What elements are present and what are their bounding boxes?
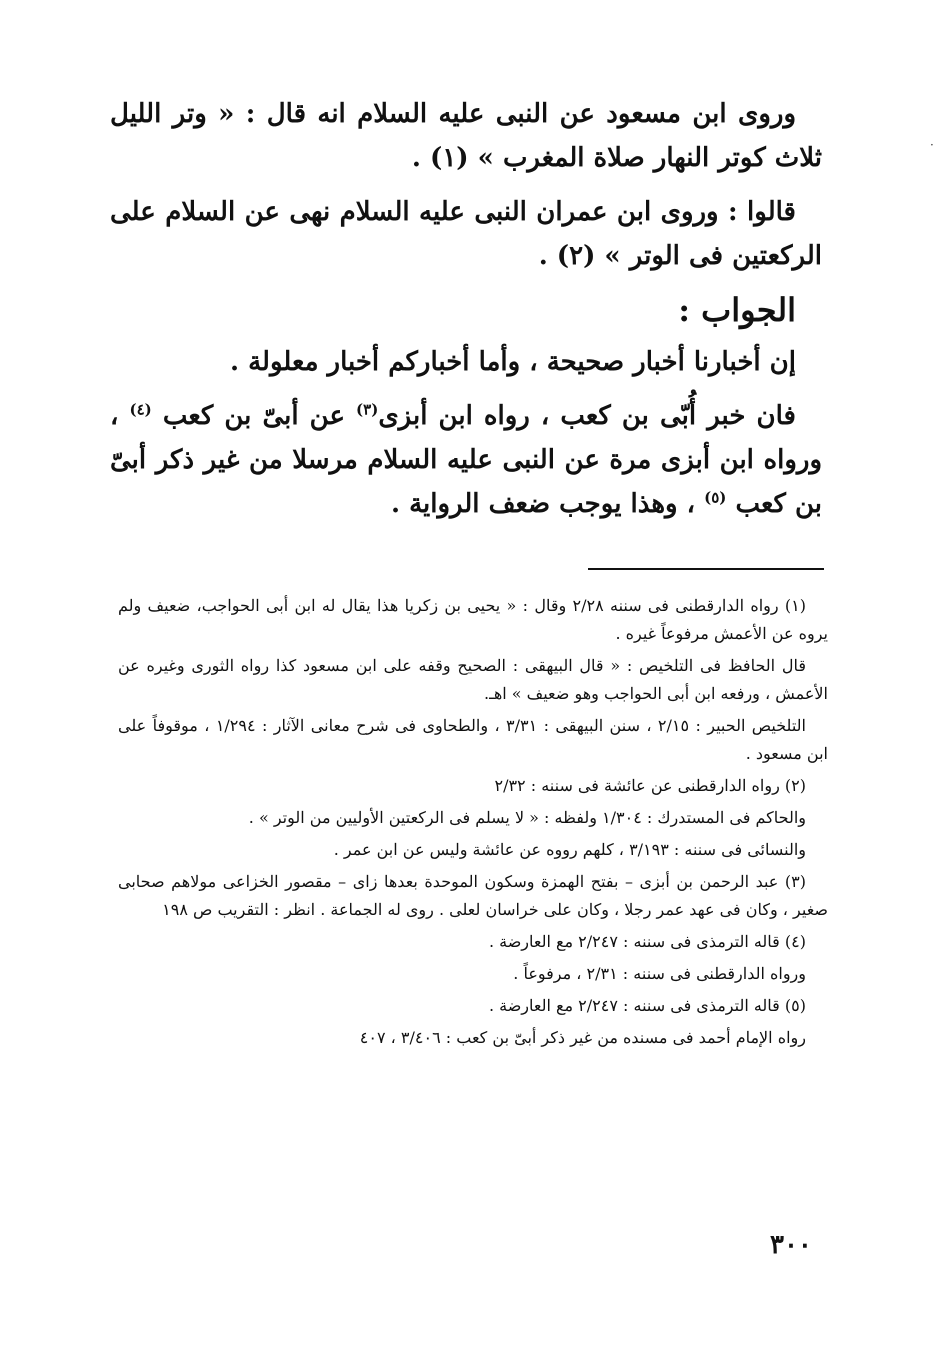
paragraph-4-text-c: ، ورواه ابن أبزى مرة عن النبى عليه السلام مرسلا من غير ذكر أبىّ بن كعب <box>110 401 822 519</box>
footnote-5: (٥) قاله الترمذى فى سننه : ٢/٢٤٧ مع العارضة . <box>488 996 806 1015</box>
page-number: ٣٠٠ <box>770 1230 812 1260</box>
footnote-ref-4: (٤) <box>129 400 152 419</box>
footnote-2: (٢) رواه الدارقطنى عن عائشة فى سننه : ٢/٣٢ <box>494 776 806 795</box>
scan-speck: · <box>930 138 934 152</box>
section-heading: الجواب : <box>678 291 796 329</box>
paragraph-1: وروى ابن مسعود عن النبى عليه السلام انه قال : « وتر الليل ثلاث كوتر النهار صلاة المغرب » (١) . <box>110 99 822 173</box>
main-text <box>110 92 822 536</box>
paragraph-4-text-a: فان خبر أُبّى بن كعب ، رواه ابن أبزى <box>378 401 796 431</box>
paragraph-4-text-b: عن أبىّ بن كعب <box>151 401 357 431</box>
footnotes <box>118 592 828 1056</box>
footnote-1-cont-a: قال الحافظ فى التلخيص : « قال البيهقى : الصحيح وقفه على ابن مسعود كذا رواه الثورى وغيره عن الأعمش ، ورفعه ابن أبى الحواجب وهو ضعيف » اهـ. <box>118 656 828 703</box>
footnote-2-cont-b: والنسائى فى سننه : ٣/١٩٣ ، كلهم رووه عن عائشة وليس عن ابن عمر . <box>333 840 806 859</box>
paragraph-2: قالوا : وروى ابن عمران النبى عليه السلام نهى عن السلام على الركعتين فى الوتر » (٢) . <box>110 197 822 271</box>
paragraph-4 <box>110 394 822 526</box>
footnote-1-cont-b: التلخيص الحبير : ٢/١٥ ، سنن البيهقى : ٣/٣١ ، والطحاوى فى شرح معانى الآثار : ١/٢٩٤ ، موقوفاً على ابن مسعود . <box>118 716 828 763</box>
footnote-ref-3: (٣) <box>356 400 379 419</box>
paragraph-4-text-d: ، وهذا يوجب ضعف الرواية . <box>390 489 705 519</box>
footnote-2-cont-a: والحاكم فى المستدرك : ١/٣٠٤ ولفظه : « لا يسلم فى الركعتين الأوليين من الوتر » . <box>248 808 806 827</box>
footnote-ref-5: (٥) <box>704 488 727 507</box>
paragraph-3: إن أخبارنا أخبار صحيحة ، وأما أخباركم أخبار معلولة . <box>230 347 796 377</box>
footnote-4: (٤) قاله الترمذى فى سننه : ٢/٢٤٧ مع العارضة . <box>488 932 806 951</box>
footnote-5-cont: رواه الإمام أحمد فى مسنده من غير ذكر أبىّ بن كعب : ٣/٤٠٦ ، ٤٠٧ <box>359 1028 806 1047</box>
footnote-3: (٣) عبد الرحمن بن أبزى – بفتح الهمزة وسكون الموحدة بعدها زاى – مقصور الخزاعى مولاهم صحابى صغير ، وكان فى عهد عمر رجلا ، وكان على خراسان لعلى . روى له الجماعة . انظر : التقريب ص ١٩٨ <box>118 872 828 919</box>
footnote-divider <box>588 568 824 570</box>
footnote-4-cont: ورواه الدارقطنى فى سننه : ٢/٣١ ، مرفوعاً . <box>513 964 806 983</box>
footnote-1: (١) رواه الدارقطنى فى سننه ٢/٢٨ وقال : « يحيى بن زكريا هذا يقال له ابن أبى الحواجب، ضعيف ولم يروه عن الأعمش مرفوعاً غيره . <box>118 596 828 643</box>
